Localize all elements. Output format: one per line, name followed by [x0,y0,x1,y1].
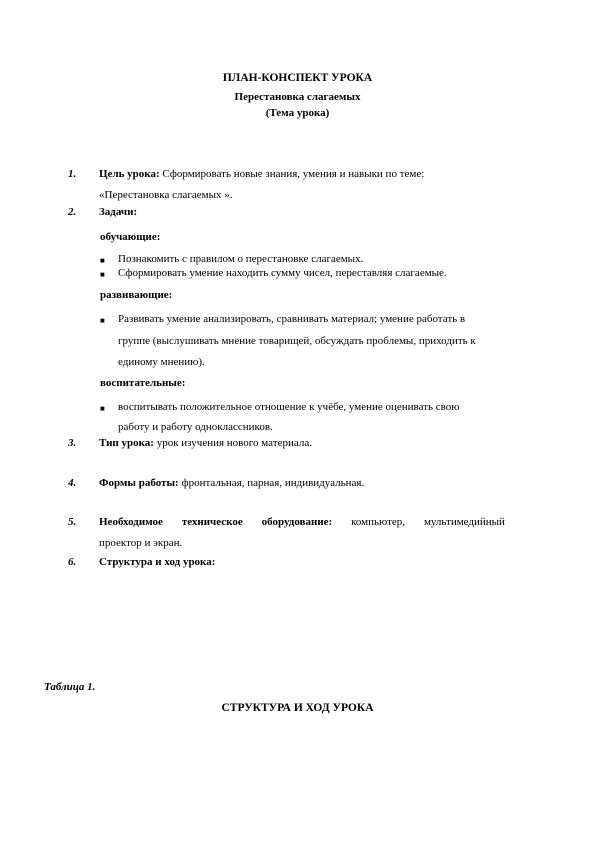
work-forms-line [99,477,364,489]
equipment-line2: проектор и экран. [99,537,183,549]
developing-label: развивающие: [100,289,173,301]
item-number-5: 5. [68,516,77,528]
developing-line2: группе (выслушивать мнение товарищей, обсуждать проблемы, приходить к [118,335,476,347]
goal-line1 [99,168,424,180]
equipment-word: техническое [181,516,243,528]
work-forms-label: Формы работы: [99,477,179,489]
work-forms-text: фронтальная, парная, индивидуальная. [181,477,365,489]
developing-line3: единому мнению). [118,356,205,368]
developing-line1: Развивать умение анализировать, сравнивать материал; умение работать в [118,313,466,325]
educational-line2: работу и работу одноклассников. [118,421,273,433]
lesson-type-label: Тип урока: [99,437,154,449]
item-number-4: 4. [68,477,77,489]
equipment-word: Необходимое [99,516,163,528]
lesson-type-line [99,437,312,449]
bullet-icon: ■ [100,316,105,325]
equipment-word: оборудование: [261,516,333,528]
bullet-icon: ■ [100,404,105,413]
bullet-icon: ■ [100,256,105,265]
table-caption: Таблица 1. [44,681,96,693]
item-number-2: 2. [68,206,77,218]
equipment-line1 [99,516,505,528]
topic-note: (Тема урока) [265,107,330,119]
item-number-1: 1. [68,168,77,180]
goal-line2: «Перестановка слагаемых ». [99,189,233,201]
teaching-bullet-2: Сформировать умение находить сумму чисел, переставляя слагаемые. [118,267,447,279]
educational-line1: воспитывать положительное отношение к учёбе, умение оценивать свою [118,401,460,413]
tasks-label: Задачи: [99,206,138,218]
item-number-3: 3. [68,437,77,449]
bullet-icon: ■ [100,270,105,279]
lesson-topic: Перестановка слагаемых [234,91,361,103]
structure-label: Структура и ход урока: [99,556,216,568]
item-number-6: 6. [68,556,77,568]
goal-label: Цель урока: [99,168,160,180]
educational-label: воспитательные: [100,377,186,389]
teaching-bullet-1: Познакомить с правилом о перестановке слагаемых. [118,253,364,265]
teaching-label: обучающие: [100,231,161,243]
equipment-word: компьютер, [351,516,406,528]
document-title: ПЛАН-КОНСПЕКТ УРОКА [222,72,373,84]
goal-text: Сформировать новые знания, умения и навыки по теме: [162,168,425,180]
equipment-word: мультимедийный [423,516,505,528]
table-title: СТРУКТУРА И ХОД УРОКА [221,702,374,714]
lesson-type-text: урок изучения нового материала. [156,437,312,449]
